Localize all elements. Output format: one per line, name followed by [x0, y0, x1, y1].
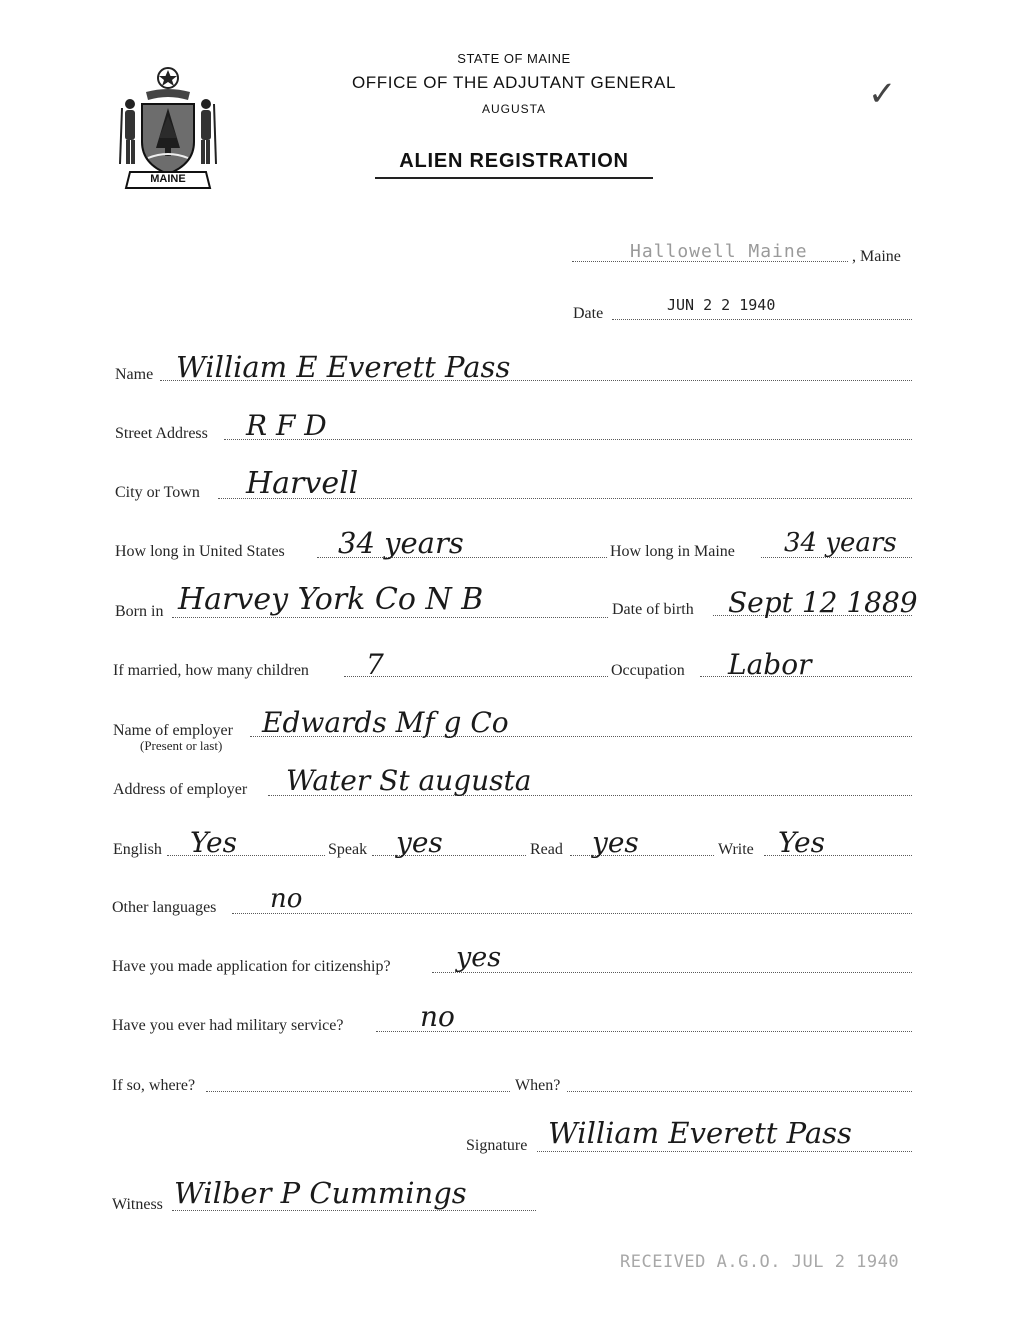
- form-title: ALIEN REGISTRATION: [399, 150, 629, 172]
- employer-sublabel: (Present or last): [140, 738, 223, 753]
- dob-value: Sept 12 1889: [728, 586, 918, 619]
- citizenship-value: yes: [456, 942, 502, 973]
- place-stamp: Hallowell Maine: [630, 241, 808, 262]
- witness-label: Witness: [112, 1196, 163, 1213]
- witness-dots: [172, 1210, 536, 1211]
- city-value: Harvell: [246, 466, 359, 501]
- city-label: City or Town: [115, 484, 200, 501]
- children-value: 7: [366, 648, 384, 681]
- title-underline: [375, 177, 653, 179]
- signature-value: William Everett Pass: [548, 1116, 852, 1150]
- name-label: Name: [115, 366, 154, 383]
- maine-duration-value: 34 years: [784, 528, 897, 558]
- children-label: If married, how many children: [113, 662, 309, 679]
- employer-address-label: Address of employer: [113, 781, 248, 798]
- street-dots: [224, 439, 912, 440]
- english-label: English: [113, 841, 162, 858]
- read-label: Read: [530, 841, 563, 858]
- born-in-label: Born in: [115, 603, 164, 620]
- received-stamp: RECEIVED A.G.O. JUL 2 1940: [620, 1252, 900, 1272]
- header-state: STATE OF MAINE: [457, 51, 571, 66]
- street-label: Street Address: [115, 425, 208, 442]
- citizenship-dots: [432, 972, 912, 973]
- read-value: yes: [592, 826, 639, 859]
- employer-value: Edwards Mf g Co: [262, 706, 509, 739]
- signature-label: Signature: [466, 1137, 528, 1154]
- employer-address-value: Water St augusta: [286, 764, 532, 797]
- us-duration-value: 34 years: [338, 526, 464, 560]
- write-label: Write: [718, 841, 754, 858]
- us-duration-label: How long in United States: [115, 543, 285, 560]
- street-value: R F D: [246, 409, 327, 442]
- military-dots: [376, 1031, 912, 1032]
- header-city: AUGUSTA: [481, 102, 547, 116]
- signature-dots: [537, 1151, 912, 1152]
- check-mark: ✓: [868, 74, 897, 114]
- when-dots: [567, 1091, 912, 1092]
- other-languages-value: no: [270, 884, 303, 914]
- dob-label: Date of birth: [612, 601, 694, 618]
- speak-value: yes: [396, 826, 443, 859]
- date-label: Date: [573, 305, 604, 322]
- when-label: When?: [515, 1077, 561, 1094]
- citizenship-label: Have you made application for citizenship?: [112, 958, 391, 975]
- write-value: Yes: [778, 826, 825, 859]
- name-value: William E Everett Pass: [176, 350, 511, 384]
- other-languages-label: Other languages: [112, 899, 217, 916]
- occupation-value: Labor: [728, 648, 812, 681]
- date-dots: [612, 319, 912, 320]
- where-dots: [206, 1091, 510, 1092]
- english-value: Yes: [190, 826, 237, 859]
- seal-text: MAINE: [150, 173, 186, 185]
- place-suffix: , Maine: [852, 248, 901, 265]
- witness-value: Wilber P Cummings: [174, 1176, 467, 1210]
- employer-label: Name of employer: [113, 722, 233, 739]
- maine-duration-label: How long in Maine: [610, 543, 735, 560]
- born-in-value: Harvey York Co N B: [178, 582, 484, 617]
- military-value: no: [420, 1000, 455, 1033]
- state-seal: [112, 64, 224, 192]
- born-in-dots: [172, 617, 608, 618]
- speak-label: Speak: [328, 841, 368, 858]
- header-office: OFFICE OF THE ADJUTANT GENERAL: [351, 73, 677, 92]
- date-stamp: JUN 2 2 1940: [667, 296, 776, 314]
- other-languages-dots: [232, 913, 912, 914]
- occupation-label: Occupation: [611, 662, 685, 679]
- where-label: If so, where?: [112, 1077, 196, 1094]
- military-label: Have you ever had military service?: [112, 1017, 344, 1034]
